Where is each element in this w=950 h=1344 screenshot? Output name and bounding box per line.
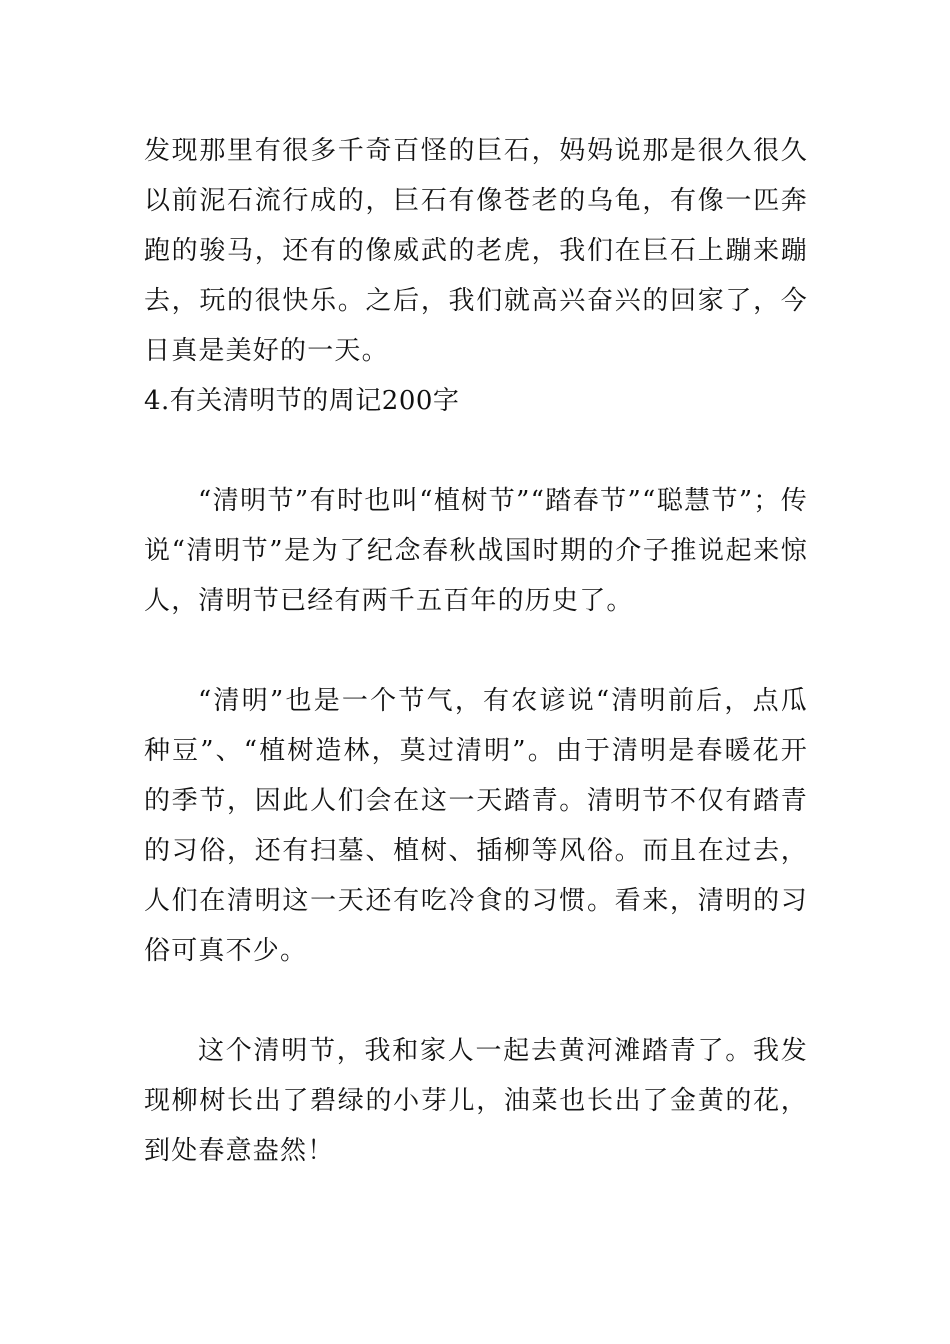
paragraph-1: “清明节”有时也叫“植树节”“踏春节”“聪慧节”；传说“清明节”是为了纪念春秋战国时期的介子推说起来惊人，清明节已经有两千五百年的历史了。 — [144, 486, 808, 616]
section-heading: 4.有关清明节的周记200字 — [144, 386, 460, 416]
paragraph-continued: 发现那里有很多千奇百怪的巨石，妈妈说那是很久很久以前泥石流行成的，巨石有像苍老的乌龟，有像一匹奔跑的骏马，还有的像威武的老虎，我们在巨石上蹦来蹦去，玩的很快乐。之后，我们就高兴奋兴的回家了，今日真是美好的一天。 — [144, 136, 808, 366]
paragraph-2: “清明”也是一个节气，有农谚说“清明前后，点瓜种豆”、“植树造林，莫过清明”。由于清明是春暖花开的季节，因此人们会在这一天踏青。清明节不仅有踏青的习俗，还有扫墓、植树、插柳等风俗。而且在过去，人们在清明这一天还有吃冷食的习惯。看来，清明的习俗可真不少。 — [144, 686, 808, 966]
paragraph-3: 这个清明节，我和家人一起去黄河滩踏青了。我发现柳树长出了碧绿的小芽儿，油菜也长出了金黄的花，到处春意盎然！ — [144, 1036, 808, 1166]
document-body — [144, 126, 808, 1176]
